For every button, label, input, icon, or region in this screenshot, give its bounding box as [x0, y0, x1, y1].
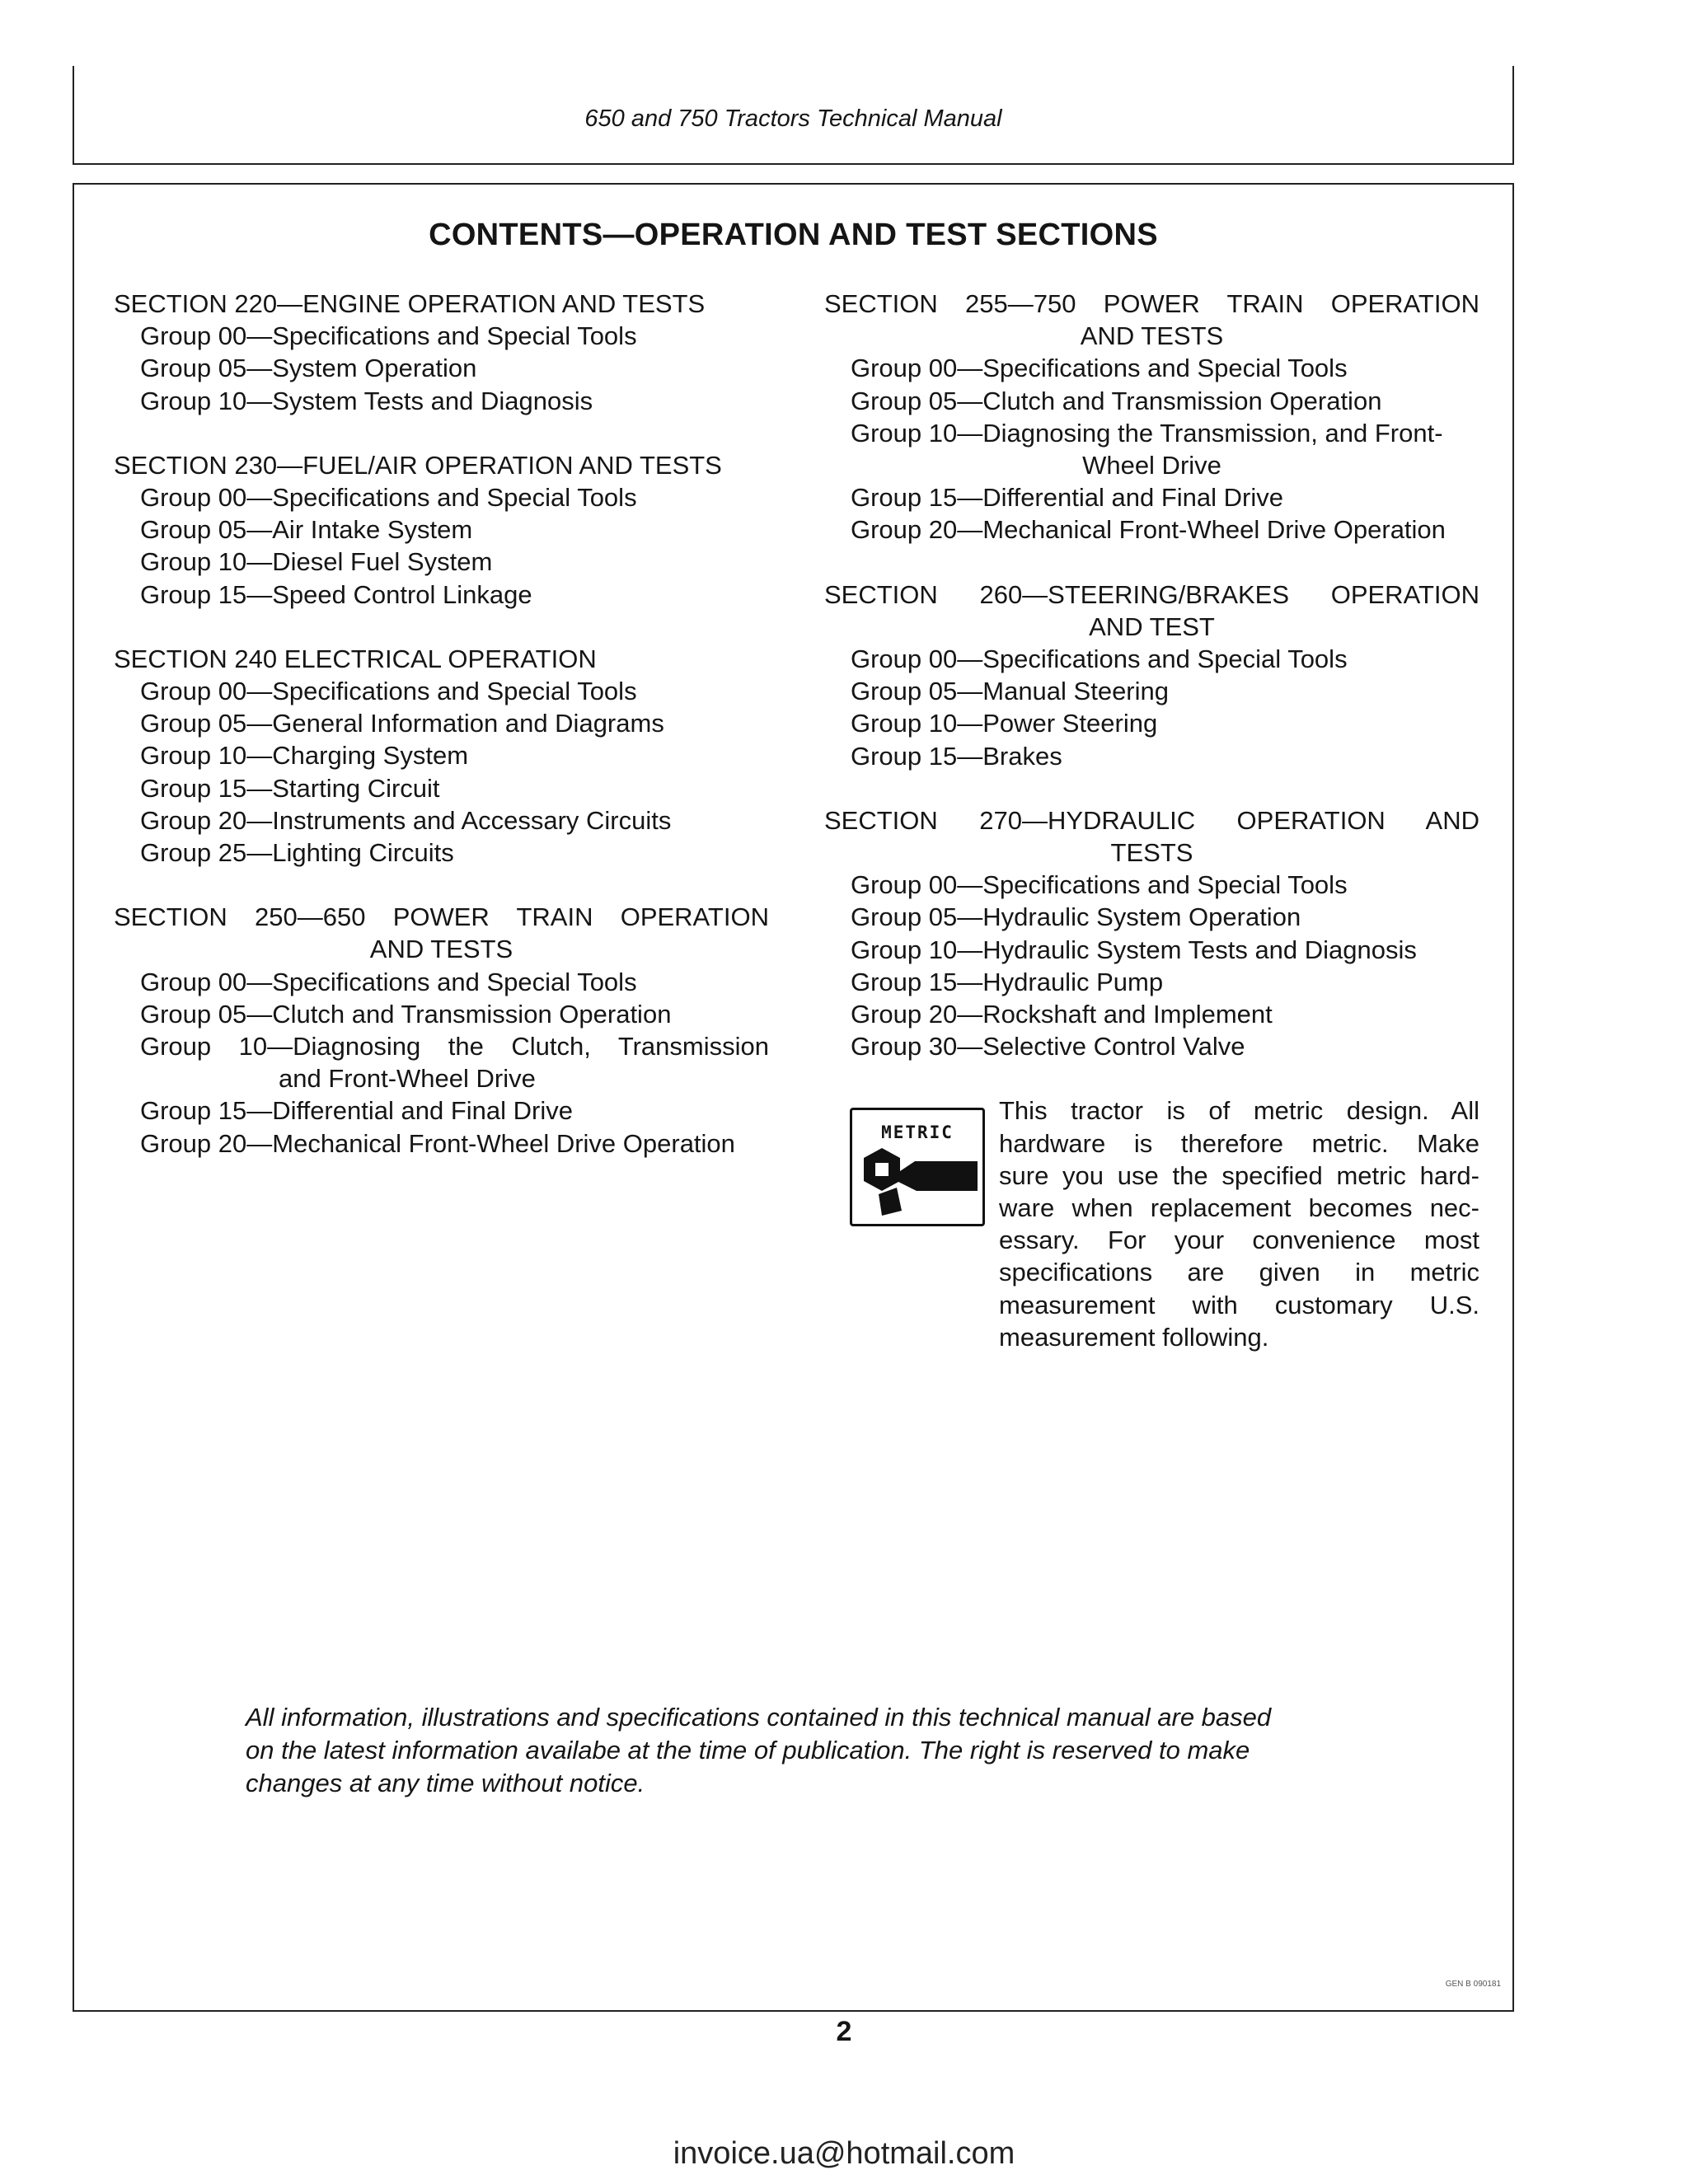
page-number: 2	[836, 2016, 852, 2047]
section-270	[824, 804, 1479, 1063]
group-item: Group 10—System Tests and Diagnosis	[140, 386, 593, 415]
group-item: Group 20—Mechanical Front-Wheel Drive Operation	[851, 515, 1446, 545]
group-item: Group 15—Differential and Final Drive	[140, 1096, 573, 1126]
disclaimer-line: changes at any time without notice.	[246, 1769, 645, 1797]
group-item: Group 00—Specifications and Special Tools	[851, 354, 1348, 383]
metric-text-line: measurement with customary U.S.	[999, 1290, 1479, 1319]
left-column	[114, 288, 769, 1160]
metric-badge	[850, 1108, 985, 1226]
group-item: Group 00—Specifications and Special Tools	[851, 644, 1348, 674]
group-item: Group 15—Speed Control Linkage	[140, 579, 532, 609]
group-item: Group 00—Specifications and Special Tools	[851, 870, 1348, 900]
group-item: Group 25—Lighting Circuits	[140, 838, 454, 868]
section-heading-continued: AND TEST	[1089, 612, 1215, 641]
metric-text-line: This tractor is of metric design. All	[999, 1096, 1479, 1126]
section-heading-continued: TESTS	[1110, 838, 1193, 868]
group-item: Group 15—Brakes	[851, 741, 1062, 771]
group-item: Group 20—Rockshaft and Implement	[851, 1000, 1273, 1029]
group-item: Group 30—Selective Control Valve	[851, 1032, 1245, 1062]
metric-label: METRIC	[881, 1122, 954, 1143]
section-heading-continued: AND TESTS	[369, 935, 513, 964]
header-box	[73, 66, 1514, 165]
group-item-continued: Wheel Drive	[1082, 451, 1221, 480]
section-heading: SECTION 255—750 POWER TRAIN OPERATION	[824, 289, 1479, 318]
document-code: GEN B 090181	[1445, 1980, 1501, 1989]
section-260	[824, 579, 1479, 772]
group-item: Group 05—Air Intake System	[140, 515, 473, 545]
group-item: Group 00—Specifications and Special Tools	[140, 483, 637, 513]
disclaimer-line: All information, illustrations and specifications contained in this technical manual are based	[246, 1703, 1272, 1732]
group-item: Group 00—Specifications and Special Tools	[140, 967, 637, 996]
group-item: Group 05—Hydraulic System Operation	[851, 902, 1301, 932]
group-item: Group 15—Starting Circuit	[140, 773, 440, 803]
group-item: Group 05—General Information and Diagrams	[140, 709, 664, 738]
metric-text-line: ware when replacement becomes nec-	[999, 1193, 1479, 1223]
group-item: Group 10—Power Steering	[851, 709, 1158, 738]
manual-title: 650 and 750 Tractors Technical Manual	[584, 105, 1002, 132]
metric-text	[999, 1094, 1479, 1353]
wrench-nut-icon	[857, 1145, 978, 1219]
group-item: Group 20—Mechanical Front-Wheel Drive Operation	[140, 1128, 735, 1158]
metric-note	[824, 1094, 1479, 1352]
right-column	[824, 288, 1479, 1352]
group-item: Group 10—Charging System	[140, 741, 469, 771]
metric-text-line: essary. For your convenience most	[999, 1226, 1479, 1255]
metric-text-line: sure you use the specified metric hard-	[999, 1160, 1479, 1190]
section-230	[114, 449, 769, 611]
section-220	[114, 288, 769, 417]
group-item: Group 10—Diagnosing the Transmission, and Front-	[851, 418, 1443, 448]
metric-text-line: measurement following.	[999, 1322, 1269, 1352]
section-heading: SECTION 270—HYDRAULIC OPERATION AND	[824, 805, 1479, 835]
group-item: Group 05—Clutch and Transmission Operation	[851, 386, 1382, 415]
section-heading-continued: AND TESTS	[1080, 321, 1224, 351]
group-item: Group 00—Specifications and Special Tools	[140, 321, 637, 351]
footer-email: invoice.ua@hotmail.com	[673, 2136, 1015, 2171]
section-250	[114, 901, 769, 1160]
group-item: Group 05—Manual Steering	[851, 677, 1170, 706]
disclaimer-line: on the latest information availabe at the time of publication. The right is reserved to make	[246, 1736, 1250, 1765]
metric-text-line: hardware is therefore metric. Make	[999, 1128, 1479, 1158]
section-heading: SECTION 220—ENGINE OPERATION AND TESTS	[114, 289, 706, 318]
group-item: Group 20—Instruments and Accessary Circuits	[140, 805, 672, 835]
group-item: Group 05—System Operation	[140, 354, 477, 383]
contents-box	[73, 183, 1514, 2012]
group-item-continued: and Front-Wheel Drive	[279, 1064, 536, 1094]
section-heading: SECTION 250—650 POWER TRAIN OPERATION	[114, 902, 769, 932]
contents-title: CONTENTS—OPERATION AND TEST SECTIONS	[429, 218, 1158, 252]
group-item: Group 10—Diagnosing the Clutch, Transmission	[140, 1032, 769, 1062]
section-255	[824, 288, 1479, 546]
section-heading: SECTION 260—STEERING/BRAKES OPERATION	[824, 579, 1479, 609]
group-item: Group 00—Specifications and Special Tools	[140, 677, 637, 706]
group-item: Group 05—Clutch and Transmission Operation	[140, 999, 672, 1029]
section-heading: SECTION 240 ELECTRICAL OPERATION	[114, 644, 597, 673]
section-heading: SECTION 230—FUEL/AIR OPERATION AND TESTS	[114, 450, 722, 480]
disclaimer	[246, 1701, 1416, 1800]
section-240	[114, 643, 769, 869]
group-item: Group 15—Hydraulic Pump	[851, 967, 1164, 996]
group-item: Group 10—Diesel Fuel System	[140, 547, 493, 577]
group-item: Group 15—Differential and Final Drive	[851, 483, 1283, 513]
metric-text-line: specifications are given in metric	[999, 1258, 1479, 1287]
group-item: Group 10—Hydraulic System Tests and Diagnosis	[851, 935, 1417, 964]
